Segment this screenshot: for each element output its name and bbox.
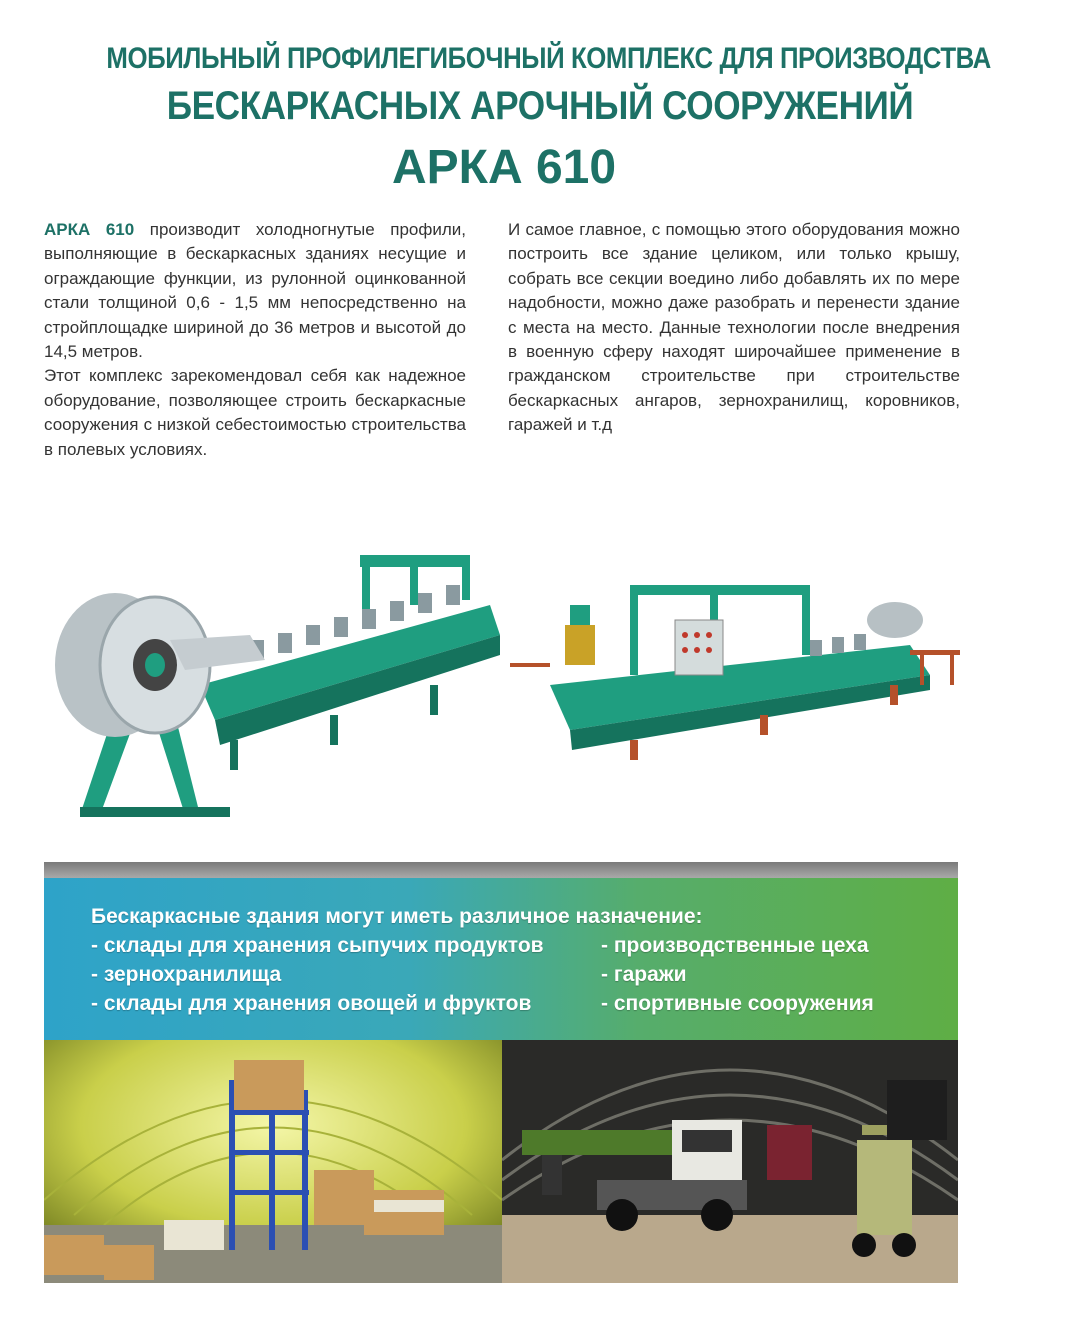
purpose-item: - склады для хранения овощей и фруктов (91, 992, 532, 1015)
purpose-item: - склады для хранения сыпучих продуктов (91, 934, 544, 957)
reliability-paragraph: Этот комплекс зарекомендовал себя как надежное оборудование, позволяющее строить бескаркасные сооружения с низкой себестоимостью строительства в полевых условиях. (44, 366, 466, 459)
title-line-1: МОБИЛЬНЫЙ ПРОФИЛЕГИБОЧНЫЙ КОМПЛЕКС ДЛЯ ПРОИЗВОДСТВА (106, 42, 991, 75)
control-panel-machine-image (510, 565, 965, 775)
banner-heading: Бескаркасные здания могут иметь различное назначение: (91, 905, 703, 928)
section-divider-bar (44, 862, 958, 878)
brand-name: АРКА 610 (44, 220, 135, 239)
purpose-item: - гаражи (601, 963, 687, 986)
left-text-column (44, 218, 466, 462)
roll-forming-machine-image (50, 545, 510, 845)
product-name-title: АРКА 610 (392, 141, 617, 194)
warehouse-interior-image (44, 1040, 502, 1283)
garage-interior-image (502, 1040, 958, 1283)
intro-paragraph (44, 218, 466, 364)
right-text-column (508, 218, 960, 438)
intro-text: производит холодногнутые профили, выполняющие в бескаркасных зданиях несущие и ограждающие функции, из рулонной оцинкованной стали толщиной 0,6 - 1,5 мм непосредственно на стройплощадке шириной до 36 метров и высотой до 14,5 метров. (44, 220, 466, 362)
purpose-item: - производственные цеха (601, 934, 869, 957)
building-purposes-banner (44, 878, 958, 1040)
purpose-item: - спортивные сооружения (601, 992, 874, 1015)
purpose-item: - зернохранилища (91, 963, 282, 986)
title-line-2: БЕСКАРКАСНЫХ АРОЧНЫЙ СООРУЖЕНИЙ (166, 84, 914, 128)
application-paragraph: И самое главное, с помощью этого оборудования можно построить все здание целиком, или только крышу, собрать все секции воедино либо добавлять их по мере надобности, можно даже разобрать и перенести здание с места на место. Данные технологии после внедрения в военную сферу находят широчайшее применение в гражданском строительстве при строительстве бескаркасных ангаров, зернохранилищ, коровников, гаражей и т.д (508, 220, 960, 435)
